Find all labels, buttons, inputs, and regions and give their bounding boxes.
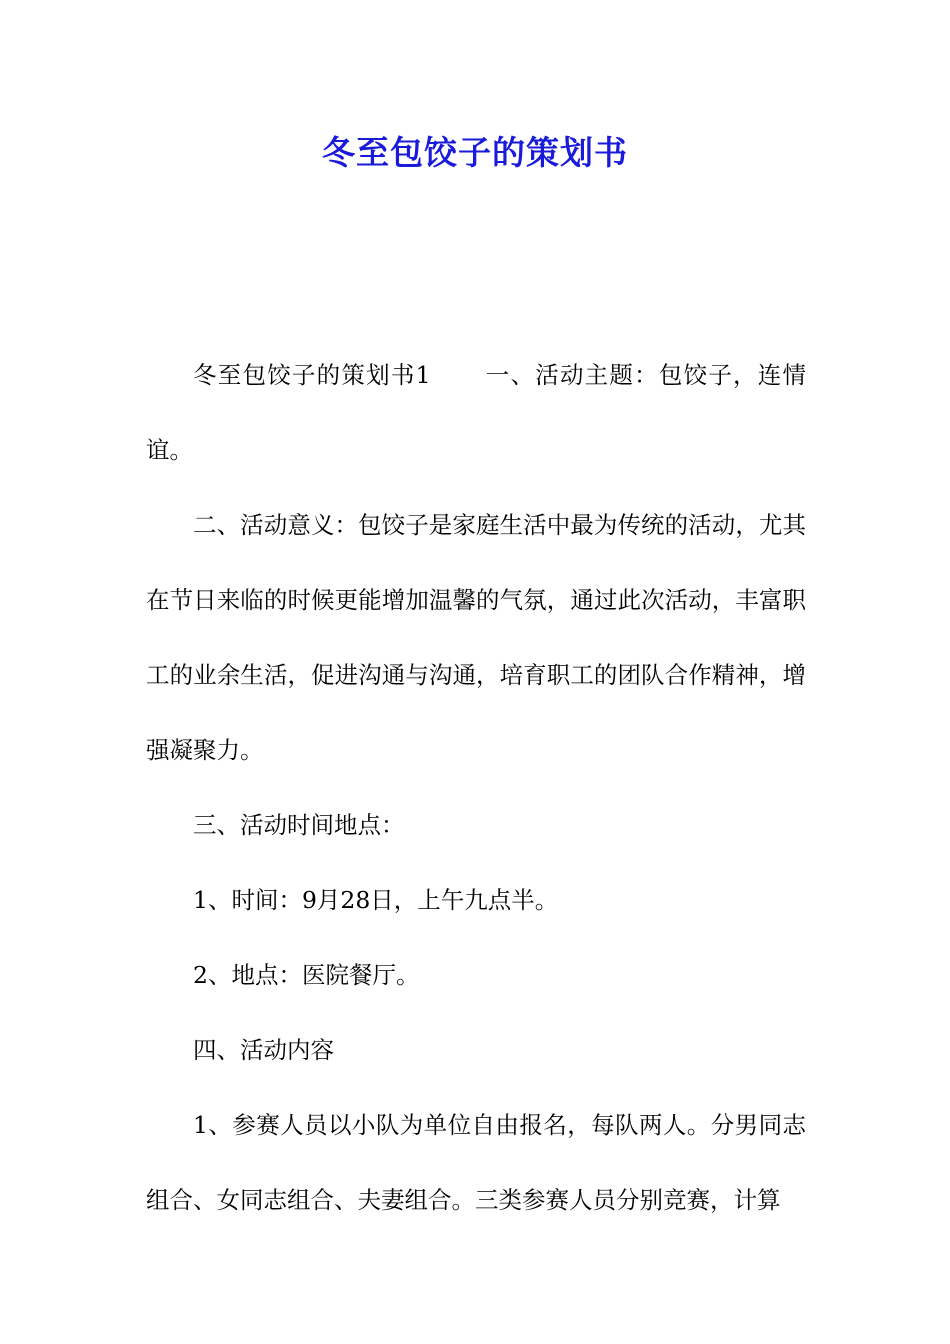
paragraph-1-heading: 冬至包饺子的策划书1 [193,361,431,389]
document-title: 冬至包饺子的策划书 [322,133,628,172]
paragraph-6: 四、活动内容 [193,1036,334,1064]
paragraph-3: 三、活动时间地点： [193,811,405,839]
paragraph-1 [146,338,806,488]
document-body [146,338,806,1238]
paragraph-4: 1、时间：9月28日，上午九点半。 [193,886,559,914]
paragraph-2: 二、活动意义：包饺子是家庭生活中最为传统的活动，尤其在节日来临的时候更能增加温馨的气氛，通过此次活动，丰富职工的业余生活，促进沟通与沟通，培育职工的团队合作精神，增强凝聚力。 [146,511,806,764]
paragraph-7: 1、参赛人员以小队为单位自由报名，每队两人。分男同志组合、女同志组合、夫妻组合。三类参赛人员分别竞赛，计算 [146,1111,806,1214]
paragraph-5: 2、地点：医院餐厅。 [193,961,420,989]
paragraph-1-text: 一、活动主题：包饺子，连情谊。 [146,361,807,464]
